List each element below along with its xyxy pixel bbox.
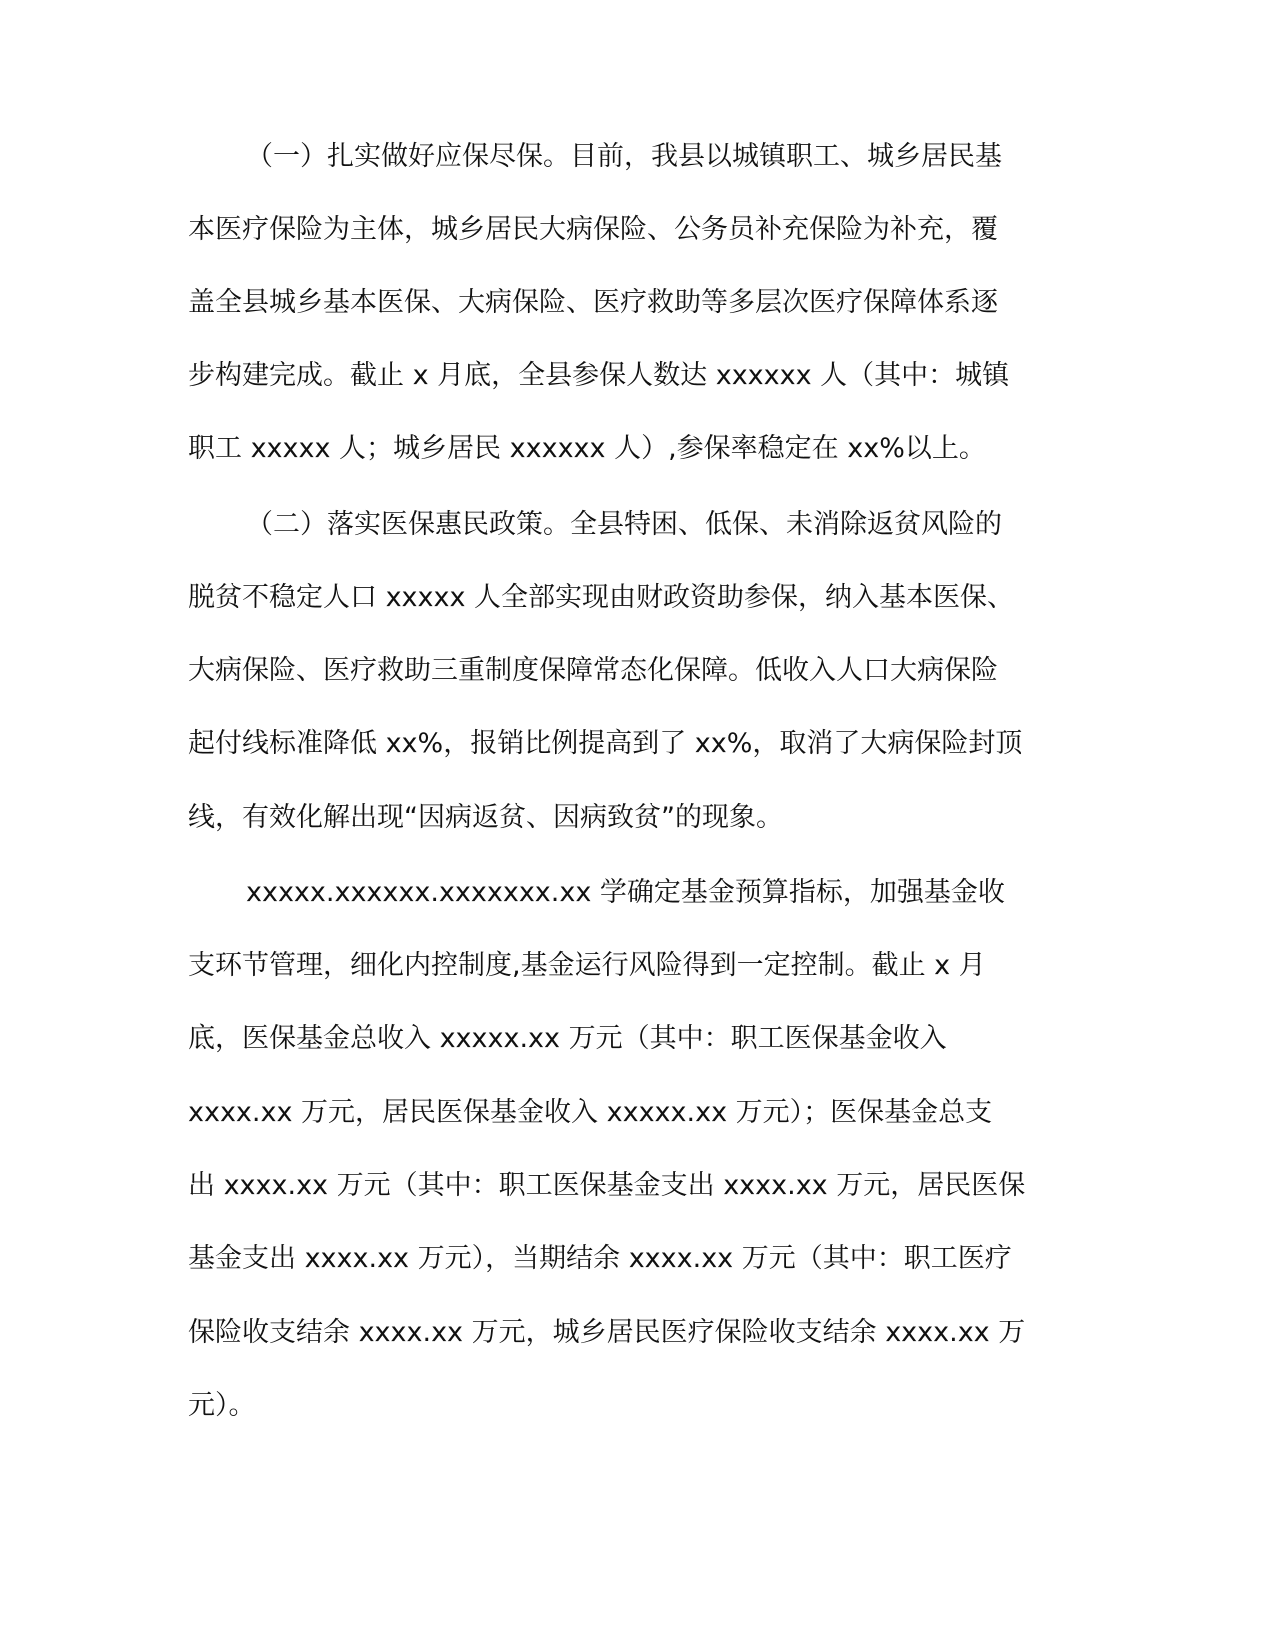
paragraph-3-line-7: 保险收支结余 xxxx.xx 万元，城乡居民医疗保险收支结余 xxxx.xx 万 <box>188 1317 1026 1348</box>
paragraph-1-line-5: 职工 xxxxx 人；城乡居民 xxxxxx 人）,参保率稳定在 xx%以上。 <box>188 433 986 464</box>
paragraph-3-line-4: xxxx.xx 万元，居民医保基金收入 xxxxx.xx 万元）；医保基金总支 <box>188 1097 993 1128</box>
paragraph-3-line-6: 基金支出 xxxx.xx 万元），当期结余 xxxx.xx 万元（其中：职工医疗 <box>188 1243 1012 1274</box>
paragraph-1-line-3: 盖全县城乡基本医保、大病保险、医疗救助等多层次医疗保障体系逐 <box>188 287 998 318</box>
paragraph-1-line-1: （一）扎实做好应保尽保。目前，我县以城镇职工、城乡居民基 <box>246 141 1002 172</box>
paragraph-3-line-1: xxxxx.xxxxxx.xxxxxxx.xx 学确定基金预算指标，加强基金收 <box>246 877 1005 908</box>
paragraph-2-line-2: 脱贫不稳定人口 xxxxx 人全部实现由财政资助参保，纳入基本医保、 <box>188 582 1015 613</box>
paragraph-2-line-1: （二）落实医保惠民政策。全县特困、低保、未消除返贫风险的 <box>246 509 1002 540</box>
paragraph-2-line-5: 线，有效化解出现“因病返贫、因病致贫”的现象。 <box>188 802 783 833</box>
paragraph-3-line-5: 出 xxxx.xx 万元（其中：职工医保基金支出 xxxx.xx 万元，居民医保 <box>188 1170 1026 1201</box>
paragraph-1-line-2: 本医疗保险为主体，城乡居民大病保险、公务员补充保险为补充，覆 <box>188 214 998 245</box>
paragraph-2-line-4: 起付线标准降低 xx%，报销比例提高到了 xx%，取消了大病保险封顶 <box>188 728 1023 759</box>
paragraph-3-line-2: 支环节管理，细化内控制度,基金运行风险得到一定控制。截止 x 月 <box>188 950 986 981</box>
paragraph-3-line-8: 元）。 <box>188 1390 256 1421</box>
paragraph-3-line-3: 底，医保基金总收入 xxxxx.xx 万元（其中：职工医保基金收入 <box>188 1023 947 1054</box>
paragraph-1-line-4: 步构建完成。截止 x 月底，全县参保人数达 xxxxxx 人（其中：城镇 <box>188 360 1010 391</box>
paragraph-2-line-3: 大病保险、医疗救助三重制度保障常态化保障。低收入人口大病保险 <box>188 655 998 686</box>
